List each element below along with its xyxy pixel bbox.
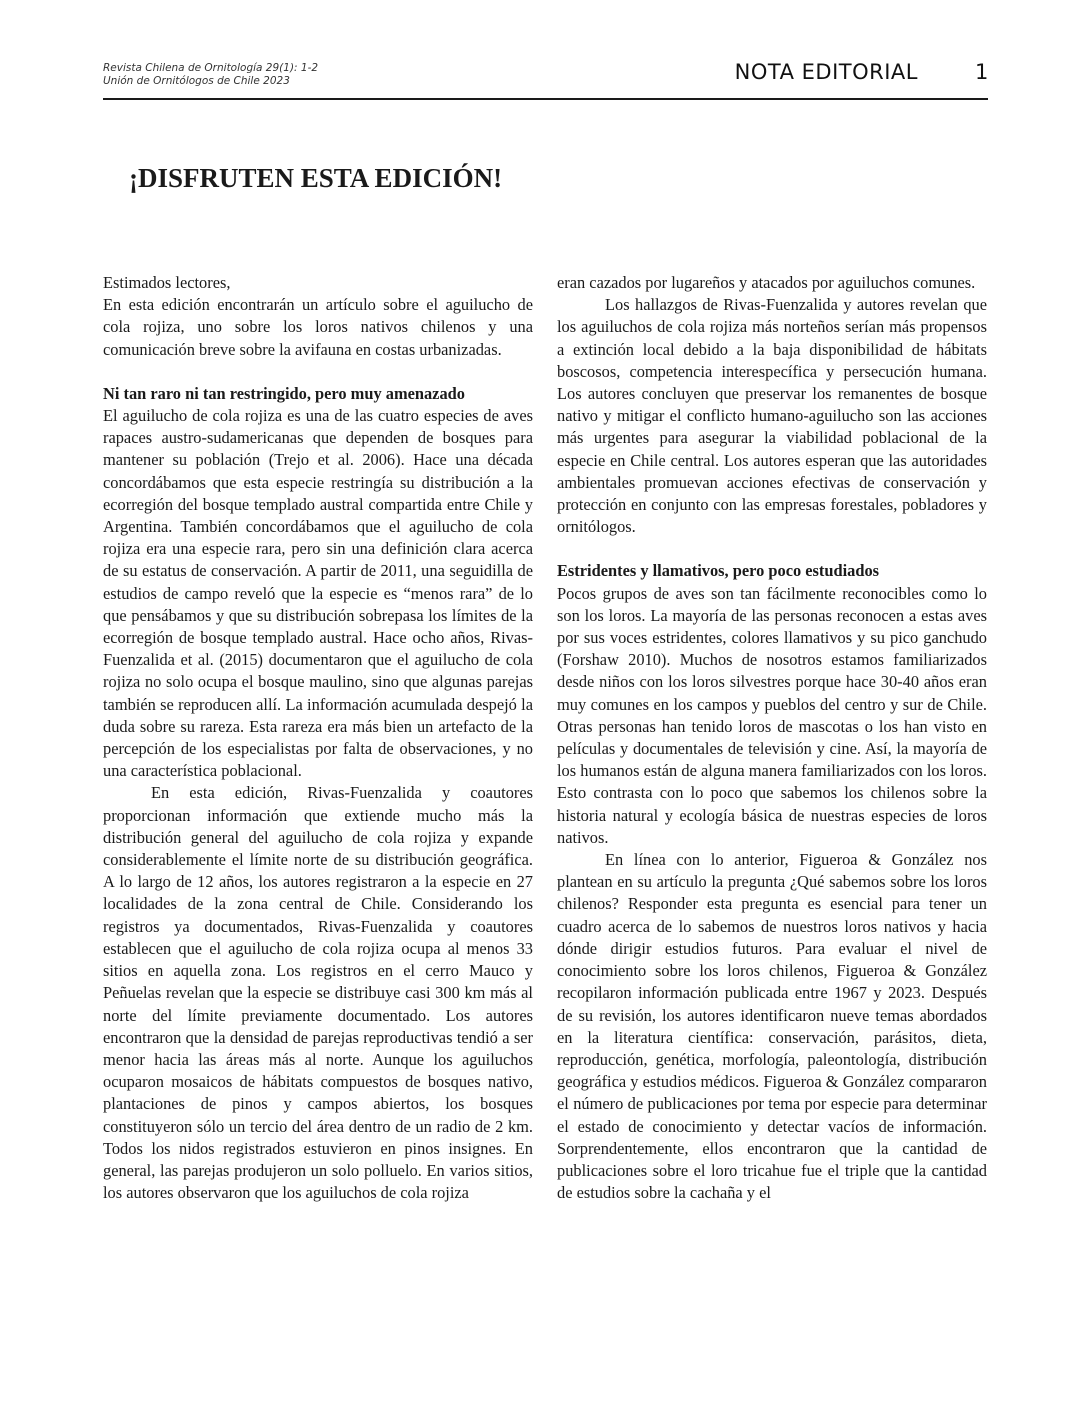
section-label: NOTA EDITORIAL bbox=[734, 60, 918, 84]
page-title: ¡DISFRUTEN ESTA EDICIÓN! bbox=[129, 163, 503, 193]
journal-info bbox=[103, 62, 318, 88]
paragraph: En esta edición, Rivas-Fuenzalida y coautores proporcionan información que extiende mucho más la distribución general del aguilucho de cola rojiza y expande considerablemente el límite norte de su distribución geográfica. A lo largo de 12 años, los autores registraron a la especie en 27 localidades de la zona central de Chile. Considerando los registros ya documentados, Rivas-Fuenzalida y coautores establecen que el aguilucho de cola rojiza ocupa al menos 33 sitios en aquella zona. Los registros en el cerro Mauco y Peñuelas revelan que la especie se distribuye casi 300 km más al norte del límite previamente documentado. Los autores encontraron que la densidad de parejas reproductivas tendió a ser menor hacia las áreas más al norte. Aunque los aguiluchos ocuparon mosaicos de hábitats compuestos de bosques nativo, plantaciones de pinos y campos abiertos, los bosques constituyeron sólo un tercio del área dentro de un radio de 2 km. Todos los nidos registrados estuvieron en pinos insignes. En general, las parejas produjeron un solo polluelo. En varios sitios, los autores observaron que los aguiluchos de cola rojiza bbox=[103, 783, 533, 1203]
paragraph-continuation: eran cazados por lugareños y atacados por aguiluchos comunes. bbox=[557, 273, 976, 292]
intro-paragraph: En esta edición encontrarán un artículo sobre el aguilucho de cola rojiza, uno sobre los loros nativos chilenos y una comunicación breve sobre la avifauna en costas urbanizadas. bbox=[103, 295, 533, 359]
section-heading-loros: Estridentes y llamativos, pero poco estudiados bbox=[557, 561, 880, 581]
journal-citation: Revista Chilena de Ornitología 29(1): 1-2 bbox=[103, 62, 319, 74]
left-column bbox=[103, 272, 533, 1204]
right-column bbox=[557, 272, 987, 1204]
paragraph: El aguilucho de cola rojiza es una de las cuatro especies de aves rapaces austro-sudamericanas que dependen de bosques para mantener su población (Trejo et al. 2006). Hace una década concordábamos que esta especie restringía su distribución a la ecorregión del bosque templado austral compartida entre Chile y Argentina. También concordábamos que el aguilucho de cola rojiza era una especie rara, pero sin una definición clara acerca de su estatus de conservación. A partir de 2011, una seguidilla de estudios de campo reveló que la especie es “menos rara” de lo que pensábamos y que su distribución sobrepasa los límites de la ecorregión de bosque templado austral. Hace ocho años, Rivas-Fuenzalida et al. (2015) documentaron que el aguilucho de cola rojiza no solo ocupa el bosque maulino, sino que algunas parejas también se reproducen allí. La información acumulada despejó la duda sobre su rareza. Esta rareza era más bien un artefacto de la percepción de los especialistas por falta de observaciones, y no una característica poblacional. bbox=[103, 406, 533, 781]
journal-publisher: Unión de Ornitólogos de Chile 2023 bbox=[103, 75, 290, 87]
header-divider bbox=[103, 98, 988, 100]
paragraph: Pocos grupos de aves son tan fácilmente reconocibles como lo son los loros. La mayoría de las personas reconocen a estas aves por sus voces estridentes, colores llamativos y su pico ganchudo (Forshaw 2010). Muchos de nosotros estamos familiarizados desde niños con los loros silvestres porque hace 30-40 años eran muy comunes en los campos y pueblos del centro y sur de Chile. Otras personas han tenido loros de mascotas o los han visto en películas y documentales de televisión y cine. Así, la mayoría de los humanos están de alguna manera familiarizados con los loros. Esto contrasta con lo poco que sabemos los chilenos sobre la historia natural y ecología básica de nuestras especies de loros nativos. bbox=[557, 583, 987, 847]
paragraph: Los hallazgos de Rivas-Fuenzalida y autores revelan que los aguiluchos de cola rojiza más norteños serían más propensos a extinción local debido a la baja disponibilidad de hábitats boscosos, competencia interespecífica y persecución humana. Los autores concluyen que preservar los remanentes de bosque nativo y mitigar el conflicto humano-aguilucho son las acciones más urgentes para asegurar la viabilidad poblacional de la especie en Chile central. Los autores esperan que las autoridades ambientales promuevan acciones efectivas de conservación y protección en conjunto con las empresas forestales, pobladores y ornitólogos. bbox=[557, 295, 987, 537]
paragraph: En línea con lo anterior, Figueroa & González nos plantean en su artículo la pregunta ¿Qué sabemos sobre los loros chilenos? Responder esta pregunta es esencial para tener un cuadro acerca de lo sabemos de nuestros loros nativos y hacia dónde dirigir estudios futuros. Para evaluar el nivel de conocimiento sobre los loros chilenos, Figueroa & González recopilaron información publicada entre 1967 y 2023. Después de su revisión, los autores identificaron nueve temas abordados en la literatura científica: conservación, parásitos, dieta, reproducción, genética, morfología, paleontología, distribución geográfica y estudios médicos. Figueroa & González compararon el número de publicaciones por tema por especie para determinar el estado de conocimiento y detectar vacíos de información. Sorprendentemente, ellos encontraron que la cantidad de publicaciones sobre el loro tricahue fue el triple que la cantidad de estudios sobre la cachaña y el bbox=[557, 850, 987, 1203]
greeting: Estimados lectores, bbox=[103, 273, 231, 292]
section-heading-aguilucho: Ni tan raro ni tan restringido, pero muy amenazado bbox=[103, 383, 465, 403]
page-number: 1 bbox=[975, 60, 989, 84]
